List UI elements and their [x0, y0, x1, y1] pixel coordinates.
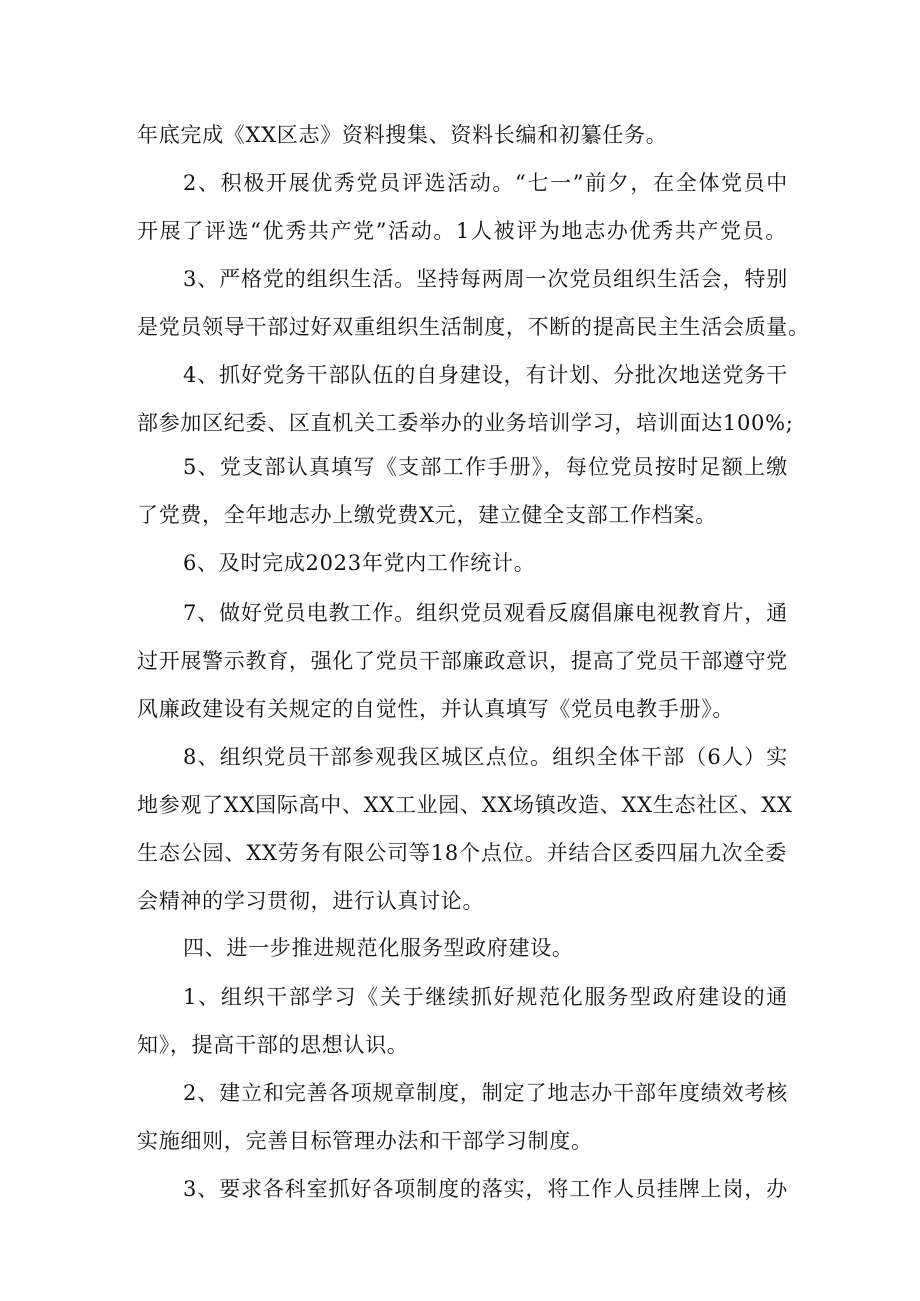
- text-line: 了党费，全年地志办上缴党费X元，建立健全支部工作档案。: [137, 503, 717, 527]
- text-line: 知》，提高干部的思想认识。: [137, 1033, 409, 1057]
- text-line: 是党员领导干部过好双重组织生活制度，不断的提高民主生活会质量。: [137, 315, 810, 339]
- text-line: 4、抓好党务干部队伍的自身建设，有计划、分批次地送党务干: [183, 363, 788, 387]
- text-line: 2、积极开展优秀党员评选活动。“七一”前夕，在全体党员中: [183, 171, 788, 195]
- text-line: 风廉政建设有关规定的自觉性，并认真填写《党员电教手册》。: [137, 697, 735, 721]
- text-line: 地参观了XX国际高中、XX工业园、XX场镇改造、XX生态社区、XX: [137, 793, 793, 817]
- text-line: 会精神的学习贯彻，进行认真讨论。: [137, 889, 485, 913]
- section-heading: 四、进一步推进规范化服务型政府建设。: [183, 936, 574, 960]
- text-line: 3、要求各科室抓好各项制度的落实，将工作人员挂牌上岗，办: [183, 1177, 788, 1201]
- text-line: 生态公园、XX劳务有限公司等18个点位。并结合区委四届九次全委: [137, 841, 787, 865]
- text-line: 8、组织党员干部参观我区城区点位。组织全体干部（6人）实: [183, 745, 788, 769]
- text-line: 部参加区纪委、区直机关工委举办的业务培训学习，培训面达100%;: [137, 411, 794, 435]
- text-line: 2、建立和完善各项规章制度，制定了地志办干部年度绩效考核: [183, 1081, 788, 1105]
- text-line: 1、组织干部学习《关于继续抓好规范化服务型政府建设的通: [183, 985, 788, 1009]
- text-line: 过开展警示教育，强化了党员干部廉政意识，提高了党员干部遵守党: [137, 649, 788, 673]
- text-line: 开展了评选“优秀共产党”活动。1人被评为地志办优秀共产党员。: [137, 219, 787, 243]
- text-line: 5、党支部认真填写《支部工作手册》，每位党员按时足额上缴: [183, 455, 788, 479]
- text-line: 年底完成《XX区志》资料搜集、资料长编和初纂任务。: [137, 123, 668, 147]
- text-line: 3、严格党的组织生活。坚持每两周一次党员组织生活会，特别: [183, 267, 788, 291]
- text-line: 实施细则，完善目标管理办法和干部学习制度。: [137, 1129, 593, 1153]
- text-line: 6、及时完成2023年党内工作统计。: [183, 551, 536, 575]
- text-line: 7、做好党员电教工作。组织党员观看反腐倡廉电视教育片，通: [183, 601, 788, 625]
